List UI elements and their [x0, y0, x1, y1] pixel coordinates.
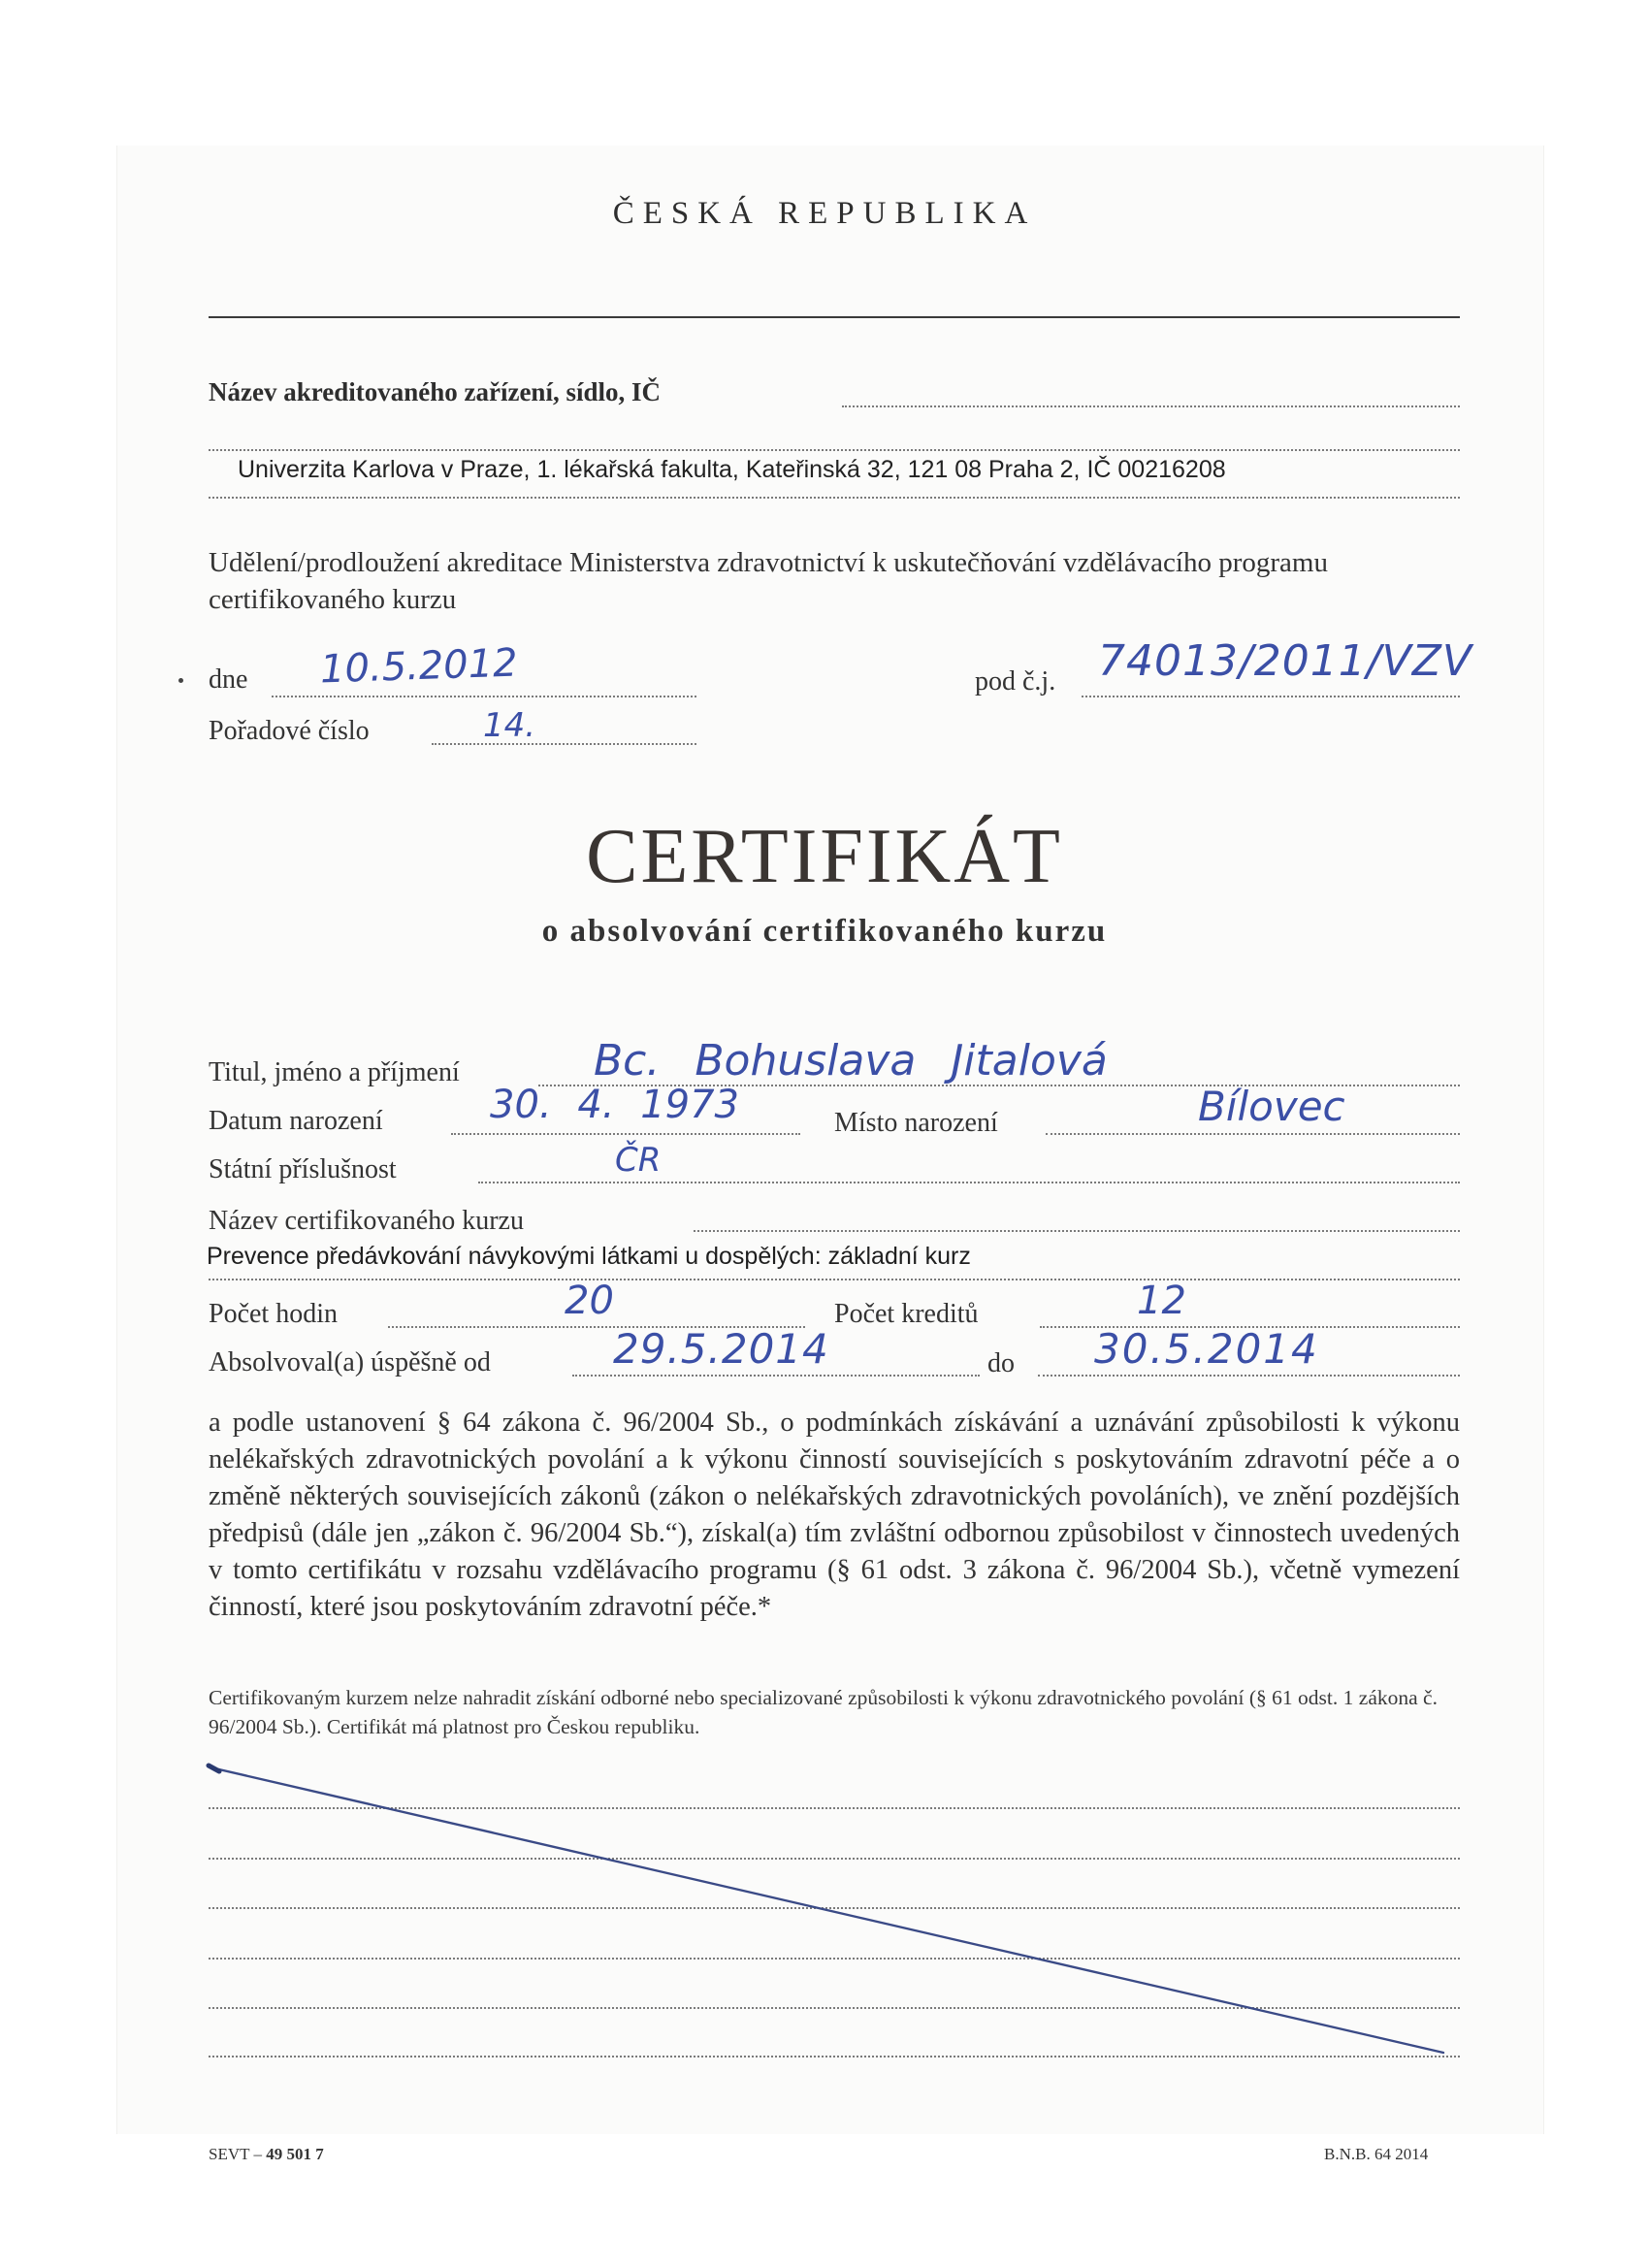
from-label: Absolvoval(a) úspěšně od [209, 1347, 491, 1377]
from-value: 29.5.2014 [613, 1325, 829, 1373]
nationality-label: Státní příslušnost [209, 1154, 397, 1184]
hours-value: 20 [565, 1279, 614, 1323]
country-heading: ČESKÁ REPUBLIKA [612, 196, 1037, 231]
certificate-subtitle: o absolvování certifikovaného kurzu [541, 914, 1108, 949]
ref-label: pod č.j. [975, 666, 1056, 697]
dob-value: 30. 4. 1973 [490, 1083, 740, 1127]
course-name-value: Prevence předávkování návykovými látkami u dospělých: základní kurz [207, 1243, 971, 1270]
footer-number: 49 501 7 [266, 2145, 324, 2163]
facility-label: Název akreditovaného zařízení, sídlo, IČ [209, 377, 661, 406]
name-label: Titul, jméno a příjmení [209, 1057, 460, 1087]
credits-label: Počet kreditů [834, 1299, 979, 1329]
validity-note: Certifikovaným kurzem nelze nahradit získání odborné nebo specializované způsobilosti k výkonu zdravotnického povolání (§ 61 odst. 1 zákona č. 96/2004 Sb.). Certifikát má platnost pro Českou republiku. [209, 1686, 1438, 1738]
date-value: 10.5.2012 [319, 640, 519, 693]
nationality-value: ČR [615, 1141, 662, 1180]
footer-prefix: SEVT – [209, 2145, 267, 2163]
ref-value: 74013/2011/VZV [1098, 636, 1472, 686]
footer-print-info: B.N.B. 64 2014 [1324, 2145, 1429, 2163]
dob-label: Datum narození [209, 1106, 383, 1136]
hours-label: Počet hodin [209, 1299, 338, 1329]
order-label: Pořadové číslo [209, 716, 370, 746]
name-value: Bc. Bohuslava Jitalová [594, 1036, 1108, 1085]
footer-code [209, 2145, 324, 2164]
pob-label: Místo narození [834, 1108, 998, 1138]
to-label: do [987, 1348, 1015, 1378]
course-name-label: Název certifikovaného kurzu [209, 1206, 524, 1236]
credits-value: 12 [1137, 1279, 1186, 1323]
to-value: 30.5.2014 [1094, 1325, 1319, 1373]
accreditation-text: Udělení/prodloužení akreditace Ministerstva zdravotnictví k uskutečňování vzdělávacího programu certifikovaného kurzu [209, 547, 1328, 615]
order-value: 14. [483, 706, 536, 745]
legal-paragraph: a podle ustanovení § 64 zákona č. 96/2004 Sb., o podmínkách získávání a uznávání způsobilosti k výkonu nelékařských zdravotnických povolání a k výkonu činností souvisejících s poskytováním zdravotní péče a o změně některých souvisejících zákonů (zákon o nelékařských zdravotnických povoláních), ve znění pozdějších předpisů (dále jen „zákon č. 96/2004 Sb.“), získal(a) tím zvláštní odbornou způsobilost v činnostech uvedených v tomto certifikátu v rozsahu vzdělávacího programu (§ 61 odst. 3 zákona č. 96/2004 Sb.), včetně vymezení činností, které jsou poskytováním zdravotní péče.* [209, 1408, 1460, 1622]
facility-value: Univerzita Karlova v Praze, 1. lékařská fakulta, Kateřinská 32, 121 08 Praha 2, IČ 00216208 [238, 456, 1226, 483]
certificate-title: CERTIFIKÁT [586, 814, 1063, 899]
pob-value: Bílovec [1198, 1083, 1345, 1130]
date-label: dne [209, 664, 248, 695]
